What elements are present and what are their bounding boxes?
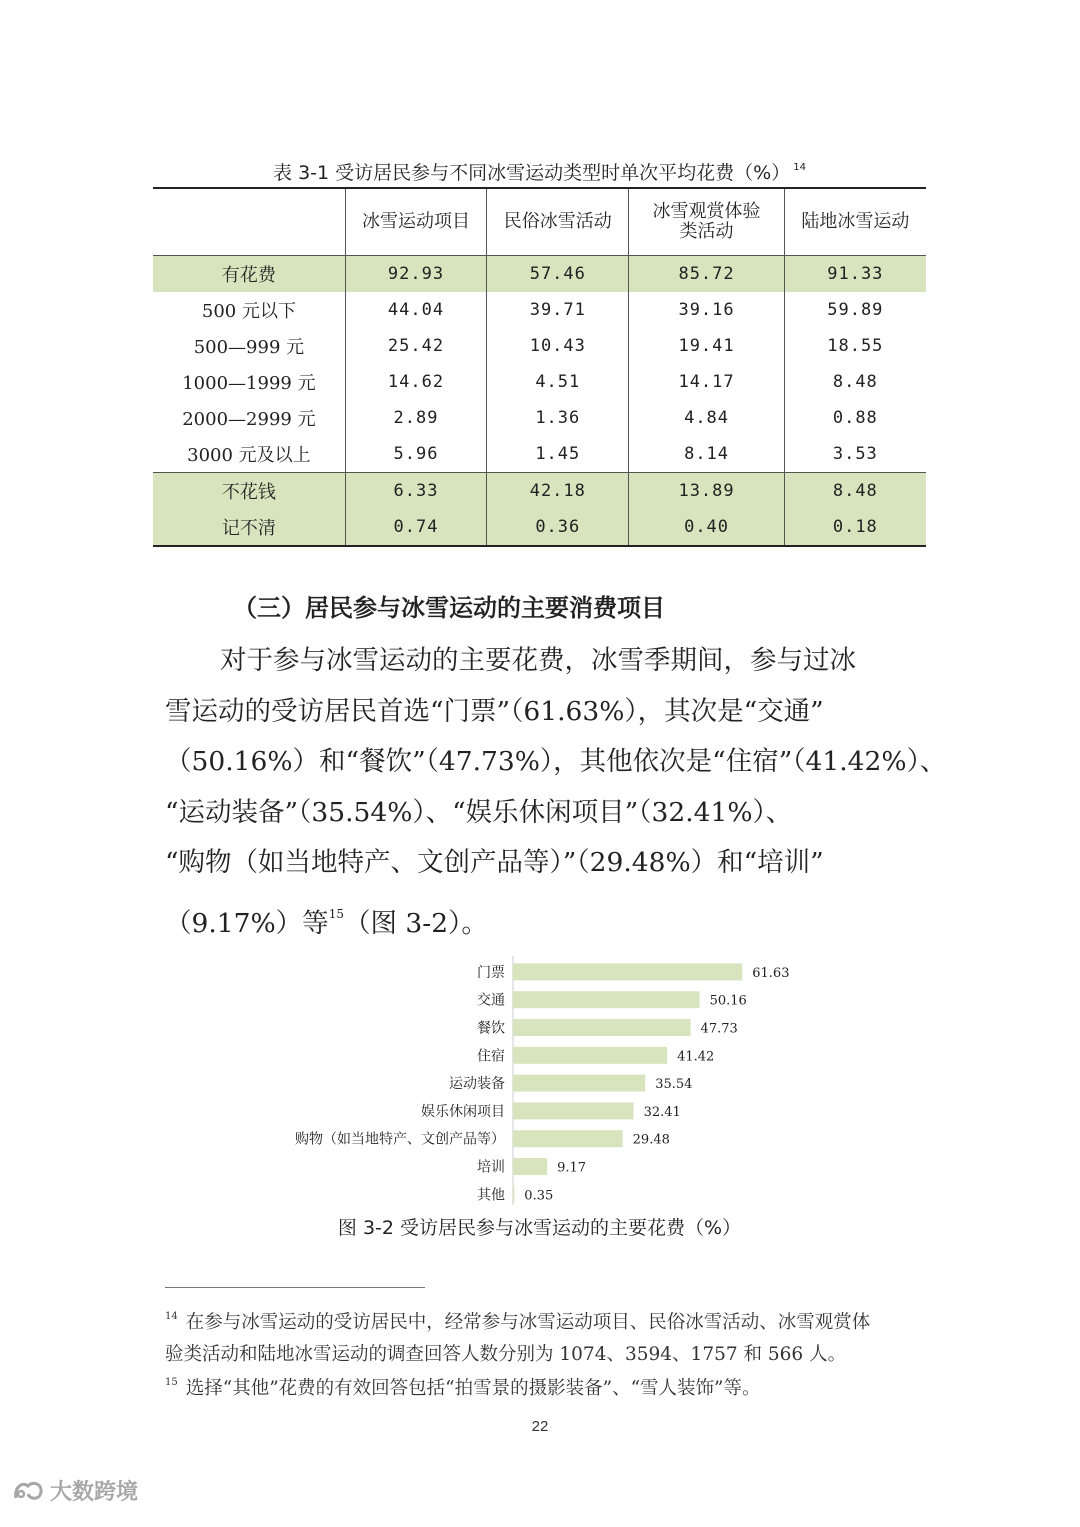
watermark-logo-icon	[12, 1478, 46, 1504]
table-row	[153, 256, 926, 293]
table-header-corner	[153, 188, 345, 256]
table-cell: 1.45	[487, 436, 629, 473]
chart-bar	[513, 991, 700, 1008]
table-cell: 91.33	[784, 256, 926, 293]
chart-category-label: 购物（如当地特产、文创产品等）	[295, 1131, 505, 1148]
row-label: 有花费	[153, 256, 345, 293]
table-cell: 13.89	[629, 473, 784, 510]
footnote-number: 15	[165, 1377, 178, 1388]
table-cell: 14.62	[345, 364, 486, 400]
figure-caption: 图 3-2 受访居民参与冰雪运动的主要花费（%）	[337, 1217, 742, 1239]
paragraph-line: （9.17%）等$^{15}$（图 3-2）。	[165, 906, 488, 939]
table-caption-footnote-ref: 14	[793, 162, 806, 173]
section-heading: （三）居民参与冰雪运动的主要消费项目	[233, 593, 665, 622]
table-cell: 42.18	[487, 473, 629, 510]
table-cell: 39.71	[487, 292, 629, 328]
row-label: 不花钱	[153, 473, 345, 510]
paragraph-line: （50.16%）和“餐饮”（47.73%），其他依次是“住宿”（41.42%）、	[165, 746, 947, 777]
chart-data-label: 61.63	[752, 965, 790, 981]
chart-category-label: 其他	[477, 1187, 505, 1204]
row-label: 记不清	[153, 509, 345, 546]
watermark-text: 大数跨境	[50, 1480, 139, 1505]
chart-data-label: 0.35	[524, 1188, 554, 1204]
table-cell: 8.48	[784, 473, 926, 510]
footnote-text: 选择“其他”花费的有效回答包括“拍雪景的摄影装备”、“雪人装饰”等。	[185, 1378, 761, 1399]
chart-category-label: 娱乐休闲项目	[421, 1103, 505, 1120]
table-cell: 2.89	[345, 400, 486, 436]
table-row	[153, 292, 926, 328]
chart-bar	[513, 1158, 547, 1175]
watermark	[12, 1475, 138, 1506]
table-cell: 0.40	[629, 509, 784, 546]
chart-category-label: 餐饮	[477, 1020, 505, 1037]
table-cell: 6.33	[345, 473, 486, 510]
paragraph-line: 雪运动的受访居民首选“门票”（61.63%），其次是“交通”	[165, 695, 824, 727]
chart-category-label: 住宿	[477, 1048, 505, 1065]
table-cell: 4.84	[629, 400, 784, 436]
chart-data-label: 41.42	[677, 1049, 715, 1065]
table-cell: 0.36	[487, 509, 629, 546]
table-row	[153, 436, 926, 473]
chart-bar	[513, 1047, 667, 1064]
chart-category-label: 培训	[477, 1159, 505, 1176]
table-header-col-2: 民俗冰雪活动	[487, 188, 629, 256]
chart-data-label: 50.16	[709, 993, 747, 1009]
footnote-divider	[165, 1287, 425, 1288]
table-cell: 8.14	[629, 436, 784, 473]
row-label: 2000—2999 元	[153, 400, 345, 436]
table-header-col-1: 冰雪运动项目	[345, 188, 486, 256]
chart-data-label: 32.41	[643, 1104, 681, 1120]
chart-bar	[513, 1186, 514, 1203]
table-cell: 4.51	[487, 364, 629, 400]
paragraph-line: “运动装备”（35.54%）、“娱乐休闲项目”（32.41%）、	[165, 796, 793, 828]
table-cell: 5.96	[345, 436, 486, 473]
row-label: 1000—1999 元	[153, 364, 345, 400]
chart-data-label: 35.54	[655, 1077, 693, 1093]
row-label: 500 元以下	[153, 292, 345, 328]
table-cell: 57.46	[487, 256, 629, 293]
spending-table	[153, 187, 926, 547]
footnote-text: 验类活动和陆地冰雪运动的调查回答人数分别为 1074、3594、1757 和 566 人。	[165, 1344, 847, 1365]
paragraph-line: “购物（如当地特产、文创产品等）”（29.48%）和“培训”	[165, 847, 824, 878]
chart-data-label: 47.73	[700, 1021, 738, 1037]
row-label: 500—999 元	[153, 328, 345, 364]
chart-data-label: 9.17	[557, 1160, 587, 1176]
table-cell: 39.16	[629, 292, 784, 328]
footnote-text: 在参与冰雪运动的受访居民中，经常参与冰雪运动项目、民俗冰雪活动、冰雪观赏体	[185, 1312, 871, 1333]
spending-bar-chart	[250, 950, 810, 1205]
table-cell: 19.41	[629, 328, 784, 364]
page-number: 22	[531, 1418, 549, 1435]
table-cell: 85.72	[629, 256, 784, 293]
table-cell: 3.53	[832, 444, 878, 464]
chart-bar	[513, 1130, 623, 1147]
footnote-ref: 15	[328, 906, 344, 921]
table-cell: 44.04	[345, 292, 486, 328]
chart-bar	[513, 1075, 645, 1092]
table-row	[153, 400, 926, 436]
table-header-col-4: 陆地冰雪运动	[784, 188, 926, 256]
table-row	[153, 473, 926, 510]
table-row	[153, 364, 926, 400]
table-cell: 92.93	[345, 256, 486, 293]
chart-data-label: 29.48	[632, 1132, 670, 1148]
table-row	[153, 509, 926, 546]
table-cell: 14.17	[629, 364, 784, 400]
table-caption-text: 表 3-1 受访居民参与不同冰雪运动类型时单次平均花费（%）	[273, 162, 791, 184]
table-cell: 18.55	[827, 336, 884, 356]
footnote-number: 14	[165, 1311, 178, 1322]
footnote-14	[165, 1301, 925, 1371]
table-caption	[153, 158, 926, 185]
chart-bar	[513, 963, 742, 980]
table-header-row	[153, 188, 926, 256]
chart-category-label: 门票	[477, 964, 505, 981]
chart-category-label: 交通	[477, 992, 505, 1009]
table-cell: 10.43	[487, 328, 629, 364]
table-cell: 0.74	[345, 509, 486, 546]
chart-bar	[513, 1102, 634, 1119]
table-row	[153, 328, 926, 364]
table-cell: 59.89	[827, 300, 884, 320]
row-label: 3000 元及以上	[153, 436, 345, 473]
table-header-col-3: 冰雪观赏体验 类活动	[629, 188, 784, 256]
table-cell: 25.42	[345, 328, 486, 364]
body-paragraph	[165, 636, 947, 949]
table-cell: 0.18	[784, 509, 926, 546]
table-cell: 8.48	[832, 372, 878, 392]
paragraph-line: 对于参与冰雪运动的主要花费，冰雪季期间，参与过冰	[220, 645, 856, 676]
chart-bar	[513, 1019, 691, 1036]
footnote-15	[165, 1367, 925, 1405]
chart-category-label: 运动装备	[449, 1076, 505, 1093]
table-cell: 1.36	[487, 400, 629, 436]
table-cell: 0.88	[832, 408, 878, 428]
